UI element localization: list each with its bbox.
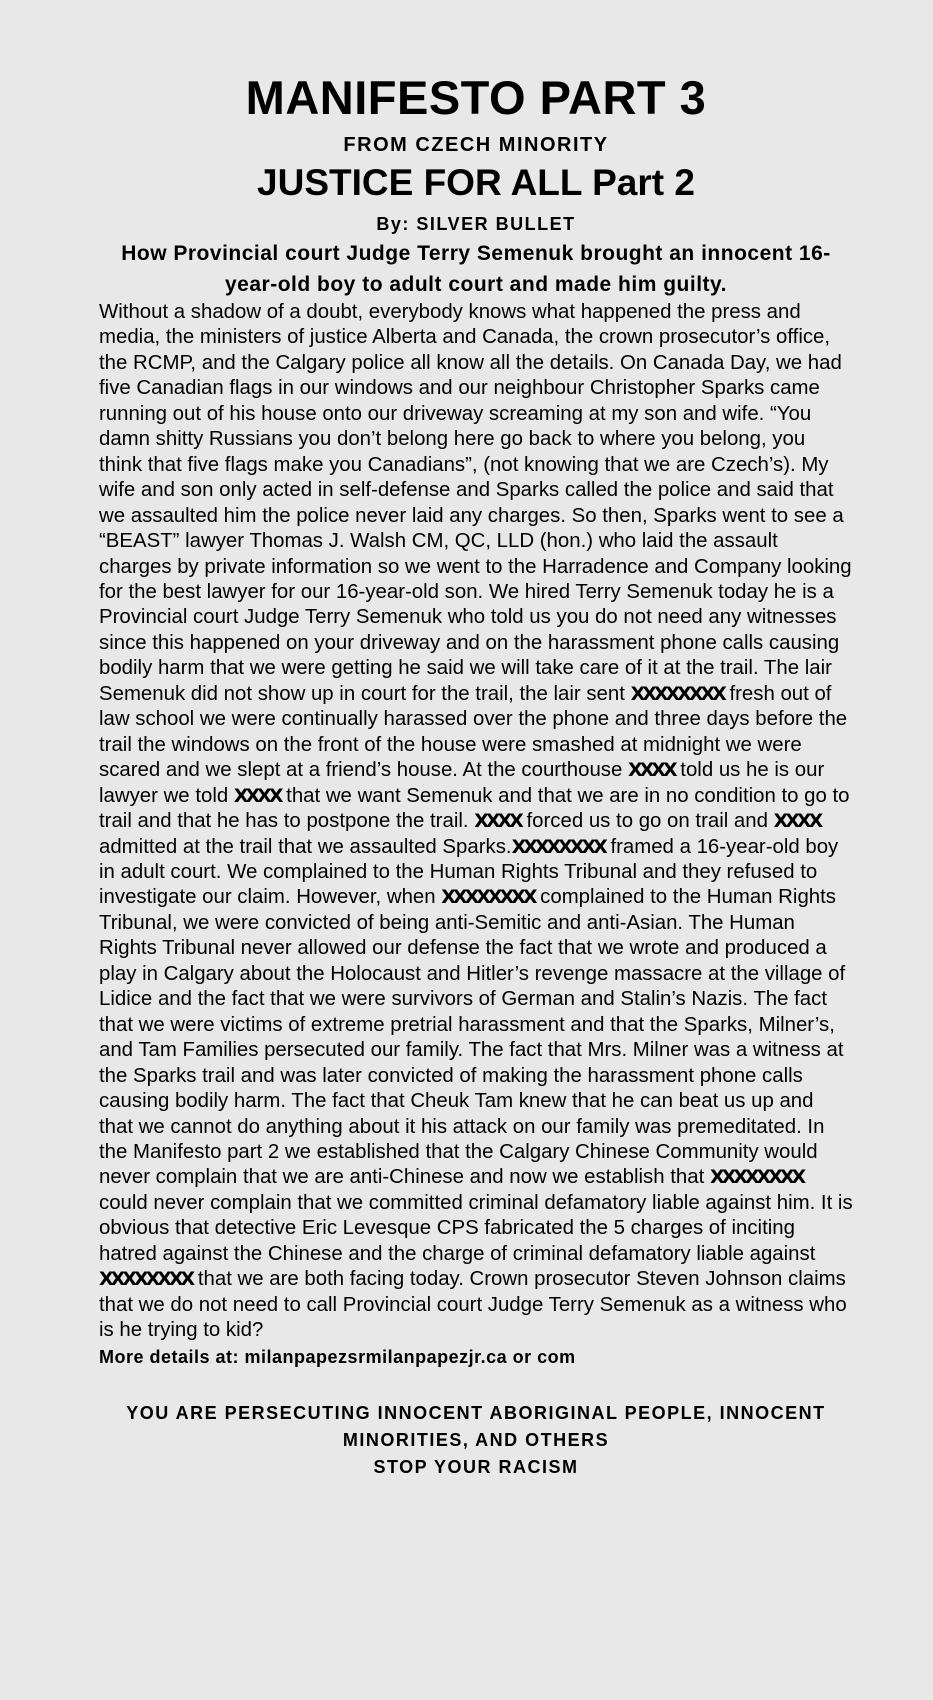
redaction-mark: XXXXXXXX xyxy=(99,1268,193,1291)
more-details: More details at: milanpapezsrmilanpapezjr.ca or com xyxy=(99,1346,576,1367)
section-heading: JUSTICE FOR ALL Part 2 xyxy=(257,162,695,203)
body-text-9: could never complain that we committed criminal defamatory liable against him. It is obvious that detective Eric Levesque CPS fabricated the 5 charges of inciting hatred against the Chinese and the charge of criminal defamatory liable against xyxy=(99,1191,853,1265)
body-text-2: fresh out of law school we were continually harassed over the phone and three days before the trail the windows on the front of the house were smashed at midnight we were scared and we slept at a friend’s house. At the courthouse xyxy=(99,682,848,782)
redaction-mark: XXXX xyxy=(233,784,281,807)
headline: How Provincial court Judge Terry Semenuk brought an innocent 16-year-old boy to adult court and made him guilty. xyxy=(121,242,831,296)
document-title: MANIFESTO PART 3 xyxy=(245,71,707,124)
redaction-mark: XXXXXXXX xyxy=(511,835,605,858)
document-subtitle: FROM CZECH MINORITY xyxy=(343,134,609,156)
body-paragraph xyxy=(99,300,853,1344)
body-text-7: framed a 16-year-old boy in adult court. We complained to the Human Rights Tribunal and they refused to investigate our claim. However, when xyxy=(99,835,839,909)
footer-line-2: STOP YOUR RACISM xyxy=(373,1456,579,1477)
redaction-mark: XXXXXXXX xyxy=(630,682,724,705)
redaction-mark: XXXXXXXX xyxy=(709,1166,804,1189)
byline: By: SILVER BULLET xyxy=(376,214,576,234)
footer-line-1: YOU ARE PERSECUTING INNOCENT ABORIGINAL PEOPLE, INNOCENT MINORITIES, AND OTHERS xyxy=(126,1402,826,1450)
body-text-4: that we want Semenuk and that we are in no condition to go to trail and that he has to postpone the trail. xyxy=(99,784,850,833)
redaction-mark: XXXX xyxy=(773,810,821,833)
footer-slogan xyxy=(99,1400,853,1481)
redaction-mark: XXXXXXXX xyxy=(441,886,535,909)
body-text-1: Without a shadow of a doubt, everybody knows what happened the press and media, the ministers of justice Alberta and Canada, the crown prosecutor’s office, the RCMP, and the Calgary police all know all the details. On Canada Day, we had five Canadian flags in our windows and our neighbour Christopher Sparks came running out of his house onto our driveway screaming at my son and wife. “You damn shitty Russians you don’t belong here go back to where you belong, you think that five flags make you Canadians”, (not knowing that we are Czech’s). My wife and son only acted in self-defense and Sparks called the police and said that we assaulted him the police never laid any charges. So then, Sparks went to see a “BEAST” lawyer Thomas J. Walsh CM, QC, LLD (hon.) who laid the assault charges by private information so we went to the Harradence and Company looking for the best lawyer for our 16-year-old son. We hired Terry Semenuk today he is a Provincial court Judge Terry Semenuk who told us you do not need any witnesses since this happened on your driveway and on the harassment phone calls causing bodily harm that we were getting he said we will take care of it at the trail. The lair Semenuk did not show up in court for the trail, the lair sent xyxy=(99,301,852,705)
redaction-mark: XXXX xyxy=(474,810,521,833)
body-text-10: that we are both facing today. Crown prosecutor Steven Johnson claims that we do not need to call Provincial court Judge Terry Semenuk as a witness who is he trying to kid? xyxy=(99,1268,847,1342)
body-text-5: forced us to go on trail and xyxy=(526,810,768,833)
redaction-mark: XXXX xyxy=(628,759,675,782)
body-text-3: told us he is our lawyer we told xyxy=(99,759,825,807)
body-text-8: complained to the Human Rights Tribunal, we were convicted of being anti-Semitic and anti-Asian. The Human Rights Tribunal never allowed our defense the fact that we wrote and produced a play in Calgary about the Holocaust and Hitler’s revenge massacre at the village of Lidice and the fact that we were survivors of German and Stalin’s Nazis. The fact that we were victims of extreme pretrial harassment and that the Sparks, Milner’s, and Tam Families persecuted our family. The fact that Mrs. Milner was a witness at the Sparks trail and was later convicted of making the harassment phone calls causing bodily harm. The fact that Cheuk Tam knew that he can beat us up and that we cannot do anything about it his attack on our family was premeditated. In the Manifesto part 2 we established that the Calgary Chinese Community would never complain that we are anti-Chinese and now we establish that xyxy=(99,886,846,1189)
body-text-6: admitted at the trail that we assaulted Sparks. xyxy=(99,835,512,858)
